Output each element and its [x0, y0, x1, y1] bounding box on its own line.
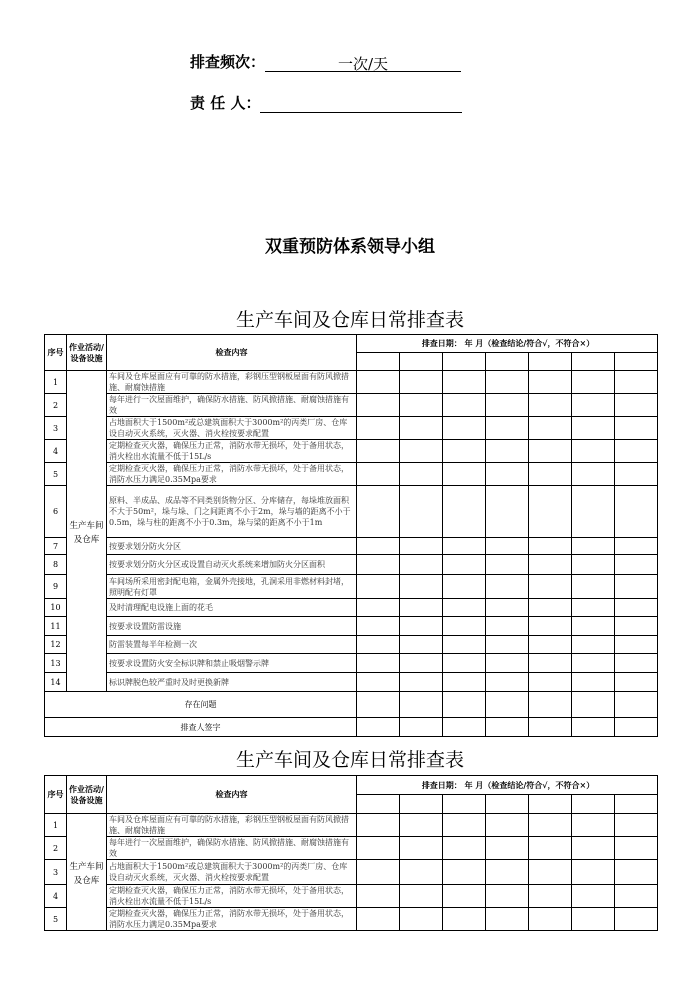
- check-cell[interactable]: [615, 654, 658, 673]
- check-cell[interactable]: [529, 555, 572, 575]
- check-cell[interactable]: [486, 575, 529, 599]
- table-row: [45, 673, 658, 692]
- col-header-area: 作业活动/设备设施: [67, 335, 107, 371]
- inspection-item: 每年进行一次屋面维护，确保防水措施、防风掀措施、耐腐蚀措施有效: [107, 837, 357, 860]
- check-column-header: [486, 353, 529, 371]
- check-cell[interactable]: [486, 814, 529, 837]
- check-cell[interactable]: [357, 673, 400, 692]
- check-cell[interactable]: [572, 837, 615, 860]
- check-cell[interactable]: [529, 692, 572, 718]
- row-number: 5: [45, 463, 67, 486]
- check-cell[interactable]: [400, 617, 443, 636]
- check-cell[interactable]: [443, 885, 486, 908]
- check-cell[interactable]: [572, 673, 615, 692]
- check-cell[interactable]: [443, 575, 486, 599]
- check-cell[interactable]: [400, 394, 443, 417]
- responsible-person-label: 责 任 人：: [190, 94, 261, 112]
- check-cell[interactable]: [400, 636, 443, 654]
- check-cell[interactable]: [400, 555, 443, 575]
- check-cell[interactable]: [357, 908, 400, 931]
- check-cell[interactable]: [443, 692, 486, 718]
- check-cell[interactable]: [572, 394, 615, 417]
- check-cell[interactable]: [443, 908, 486, 931]
- check-cell[interactable]: [443, 636, 486, 654]
- check-cell[interactable]: [486, 440, 529, 463]
- inspection-item: 原料、半成品、成品等不同类别货物分区、分库储存，每垛堆放面积不大于50m²，垛与垛、门之间距离不小于2m，垛与墙的距离不小于0.5m，垛与柱的距离不小于0.3m，垛与梁的距离不小于1m: [107, 486, 357, 538]
- check-cell[interactable]: [400, 486, 443, 538]
- check-cell[interactable]: [486, 885, 529, 908]
- check-cell[interactable]: [486, 617, 529, 636]
- check-cell[interactable]: [572, 860, 615, 885]
- col-header-content: 检查内容: [107, 776, 357, 814]
- table-row: [45, 417, 658, 440]
- check-cell[interactable]: [529, 440, 572, 463]
- check-cell[interactable]: [572, 463, 615, 486]
- check-cell[interactable]: [615, 538, 658, 555]
- date-header: 排查日期： 年 月（检查结论/符合√，不符合×）: [357, 776, 658, 795]
- row-number: 4: [45, 885, 67, 908]
- table-row: [45, 885, 658, 908]
- check-column-header: [529, 795, 572, 814]
- check-column-header: [443, 353, 486, 371]
- check-cell[interactable]: [615, 908, 658, 931]
- check-cell[interactable]: [443, 617, 486, 636]
- check-cell[interactable]: [529, 885, 572, 908]
- check-cell[interactable]: [615, 617, 658, 636]
- frequency-value: 一次/天: [265, 53, 461, 72]
- check-cell[interactable]: [443, 440, 486, 463]
- signature-row-label: 排查人签字: [45, 718, 357, 737]
- inspection-item: 占地面积大于1500m²或总建筑面积大于3000m²的丙类厂房、仓库设自动灭火系统，灭火器、消火栓按要求配置: [107, 417, 357, 440]
- check-cell[interactable]: [443, 538, 486, 555]
- check-cell[interactable]: [529, 837, 572, 860]
- check-cell[interactable]: [486, 654, 529, 673]
- row-number: 7: [45, 538, 67, 555]
- inspection-item: 按要求设置防雷设施: [107, 617, 357, 636]
- check-cell[interactable]: [486, 692, 529, 718]
- check-cell[interactable]: [357, 417, 400, 440]
- table-row: [45, 814, 658, 837]
- col-header-area: 作业活动/设备设施: [67, 776, 107, 814]
- row-number: 6: [45, 486, 67, 538]
- check-cell[interactable]: [486, 673, 529, 692]
- check-cell[interactable]: [529, 394, 572, 417]
- check-cell[interactable]: [529, 575, 572, 599]
- check-column-header: [400, 353, 443, 371]
- row-number: 2: [45, 394, 67, 417]
- check-cell[interactable]: [443, 837, 486, 860]
- signature-row: [45, 718, 658, 737]
- table-2-title: 生产车间及仓库日常排查表: [235, 749, 464, 771]
- check-cell[interactable]: [529, 538, 572, 555]
- date-header: 排查日期： 年 月（检查结论/符合√，不符合×）: [357, 335, 658, 353]
- check-cell[interactable]: [400, 371, 443, 394]
- check-column-header: [443, 795, 486, 814]
- check-cell[interactable]: [529, 673, 572, 692]
- check-cell[interactable]: [357, 371, 400, 394]
- inspection-item: 占地面积大于1500m²或总建筑面积大于3000m²的丙类厂房、仓库设自动灭火系统，灭火器、消火栓按要求配置: [107, 860, 357, 885]
- inspection-item: 防雷装置每半年检测一次: [107, 636, 357, 654]
- table-row: [45, 538, 658, 555]
- row-number: 4: [45, 440, 67, 463]
- check-cell[interactable]: [486, 417, 529, 440]
- check-cell[interactable]: [615, 860, 658, 885]
- check-cell[interactable]: [572, 636, 615, 654]
- check-cell[interactable]: [529, 599, 572, 617]
- inspection-item: 车间及仓库屋面应有可靠的防水措施，彩钢压型钢板屋面有防风掀措施、耐腐蚀措施: [107, 371, 357, 394]
- check-column-header: [357, 795, 400, 814]
- check-cell[interactable]: [572, 654, 615, 673]
- check-column-header: [486, 795, 529, 814]
- row-number: 14: [45, 673, 67, 692]
- table-row: [45, 636, 658, 654]
- issues-row: [45, 692, 658, 718]
- check-cell[interactable]: [486, 599, 529, 617]
- inspection-item: 每年进行一次屋面维护，确保防水措施、防风掀措施、耐腐蚀措施有效: [107, 394, 357, 417]
- check-cell[interactable]: [615, 599, 658, 617]
- check-cell[interactable]: [357, 814, 400, 837]
- check-cell[interactable]: [400, 908, 443, 931]
- check-cell[interactable]: [400, 575, 443, 599]
- check-cell[interactable]: [400, 673, 443, 692]
- header-row: [45, 335, 658, 353]
- table-row: [45, 654, 658, 673]
- check-cell[interactable]: [572, 885, 615, 908]
- frequency-field: [190, 51, 461, 72]
- check-cell[interactable]: [400, 837, 443, 860]
- check-cell[interactable]: [357, 860, 400, 885]
- check-cell[interactable]: [572, 599, 615, 617]
- check-cell[interactable]: [572, 814, 615, 837]
- group-title: 双重预防体系领导小组: [265, 237, 435, 257]
- issues-row-label: 存在问题: [45, 692, 357, 718]
- check-cell[interactable]: [529, 908, 572, 931]
- check-cell[interactable]: [615, 575, 658, 599]
- check-cell[interactable]: [357, 837, 400, 860]
- table-row: [45, 617, 658, 636]
- check-cell[interactable]: [572, 538, 615, 555]
- check-cell[interactable]: [615, 371, 658, 394]
- check-cell[interactable]: [529, 636, 572, 654]
- check-cell[interactable]: [572, 692, 615, 718]
- check-cell[interactable]: [486, 394, 529, 417]
- check-column-header: [615, 353, 658, 371]
- check-cell[interactable]: [572, 371, 615, 394]
- check-cell[interactable]: [357, 538, 400, 555]
- check-cell[interactable]: [572, 417, 615, 440]
- row-number: 12: [45, 636, 67, 654]
- table-row: [45, 575, 658, 599]
- check-cell[interactable]: [615, 636, 658, 654]
- check-cell[interactable]: [529, 417, 572, 440]
- check-cell[interactable]: [529, 654, 572, 673]
- check-cell[interactable]: [357, 394, 400, 417]
- check-column-header: [572, 795, 615, 814]
- area-cell: 生产车间及仓库: [67, 814, 107, 931]
- check-cell[interactable]: [400, 718, 443, 737]
- check-cell[interactable]: [357, 575, 400, 599]
- check-cell[interactable]: [357, 692, 400, 718]
- inspection-item: 定期检查灭火器，确保压力正常，消防水带无损坏，处于备用状态，消防水压力满足0.35Mpa要求: [107, 908, 357, 931]
- row-number: 1: [45, 814, 67, 837]
- check-cell[interactable]: [615, 463, 658, 486]
- check-cell[interactable]: [572, 486, 615, 538]
- check-cell[interactable]: [615, 673, 658, 692]
- check-cell[interactable]: [486, 486, 529, 538]
- check-cell[interactable]: [400, 814, 443, 837]
- table-row: [45, 860, 658, 885]
- row-number: 3: [45, 417, 67, 440]
- row-number: 5: [45, 908, 67, 931]
- table-1-title: 生产车间及仓库日常排查表: [235, 309, 464, 331]
- check-cell[interactable]: [443, 654, 486, 673]
- check-cell[interactable]: [443, 814, 486, 837]
- check-cell[interactable]: [615, 885, 658, 908]
- check-cell[interactable]: [400, 860, 443, 885]
- check-cell[interactable]: [443, 394, 486, 417]
- check-cell[interactable]: [400, 538, 443, 555]
- header-row: [45, 776, 658, 795]
- check-cell[interactable]: [615, 814, 658, 837]
- check-cell[interactable]: [572, 555, 615, 575]
- check-cell[interactable]: [486, 718, 529, 737]
- check-cell[interactable]: [400, 599, 443, 617]
- inspection-item: 按要求划分防火分区或设置自动灭火系统来增加防火分区面积: [107, 555, 357, 575]
- inspection-item: 定期检查灭火器，确保压力正常，消防水带无损坏，处于备用状态，消防水压力满足0.35Mpa要求: [107, 463, 357, 486]
- check-cell[interactable]: [615, 394, 658, 417]
- inspection-item: 定期检查灭火器，确保压力正常，消防水带无损坏，处于备用状态，消火栓出水流量不低于15L/s: [107, 440, 357, 463]
- col-header-no: 序号: [45, 335, 67, 371]
- check-cell[interactable]: [357, 885, 400, 908]
- check-cell[interactable]: [357, 636, 400, 654]
- row-number: 2: [45, 837, 67, 860]
- check-cell[interactable]: [443, 371, 486, 394]
- check-cell[interactable]: [357, 599, 400, 617]
- table-row: [45, 837, 658, 860]
- check-cell[interactable]: [400, 692, 443, 718]
- check-cell[interactable]: [572, 440, 615, 463]
- inspection-table-1: [44, 334, 658, 737]
- table-row: [45, 599, 658, 617]
- row-number: 1: [45, 371, 67, 394]
- check-cell[interactable]: [572, 617, 615, 636]
- check-cell[interactable]: [443, 860, 486, 885]
- check-column-header: [400, 795, 443, 814]
- row-number: 11: [45, 617, 67, 636]
- check-cell[interactable]: [615, 555, 658, 575]
- responsible-person-field: [190, 92, 462, 113]
- check-cell[interactable]: [615, 417, 658, 440]
- table-row: [45, 908, 658, 931]
- check-cell[interactable]: [615, 718, 658, 737]
- check-cell[interactable]: [529, 814, 572, 837]
- check-cell[interactable]: [486, 837, 529, 860]
- inspection-item: 按要求设置防火安全标识牌和禁止吸烟警示牌: [107, 654, 357, 673]
- row-number: 9: [45, 575, 67, 599]
- check-cell[interactable]: [443, 599, 486, 617]
- check-column-header: [615, 795, 658, 814]
- check-cell[interactable]: [400, 440, 443, 463]
- table-row: [45, 394, 658, 417]
- check-cell[interactable]: [529, 718, 572, 737]
- table-row: [45, 555, 658, 575]
- table-row: [45, 463, 658, 486]
- check-cell[interactable]: [357, 718, 400, 737]
- check-cell[interactable]: [443, 463, 486, 486]
- check-cell[interactable]: [615, 837, 658, 860]
- check-cell[interactable]: [357, 463, 400, 486]
- check-cell[interactable]: [443, 718, 486, 737]
- row-number: 8: [45, 555, 67, 575]
- check-cell[interactable]: [357, 440, 400, 463]
- check-cell[interactable]: [357, 654, 400, 673]
- col-header-content: 检查内容: [107, 335, 357, 371]
- col-header-no: 序号: [45, 776, 67, 814]
- inspection-item: 车间场所采用密封配电箱，金属外壳接地，孔洞采用非燃材料封堵，照明配有灯罩: [107, 575, 357, 599]
- table-row: [45, 371, 658, 394]
- check-cell[interactable]: [615, 486, 658, 538]
- check-cell[interactable]: [400, 463, 443, 486]
- check-cell[interactable]: [400, 885, 443, 908]
- check-cell[interactable]: [529, 371, 572, 394]
- check-cell[interactable]: [400, 417, 443, 440]
- check-cell[interactable]: [443, 555, 486, 575]
- check-cell[interactable]: [443, 486, 486, 538]
- check-cell[interactable]: [486, 371, 529, 394]
- check-cell[interactable]: [486, 463, 529, 486]
- check-cell[interactable]: [400, 654, 443, 673]
- check-cell[interactable]: [529, 486, 572, 538]
- check-cell[interactable]: [486, 555, 529, 575]
- table-row: [45, 486, 658, 538]
- inspection-item: 按要求划分防火分区: [107, 538, 357, 555]
- check-column-header: [529, 353, 572, 371]
- check-cell[interactable]: [529, 860, 572, 885]
- inspection-table-2: [44, 775, 658, 931]
- frequency-label: 排查频次：: [190, 53, 266, 71]
- check-cell[interactable]: [486, 538, 529, 555]
- inspection-item: 标识牌脱色较严重时及时更换新牌: [107, 673, 357, 692]
- row-number: 3: [45, 860, 67, 885]
- check-cell[interactable]: [486, 908, 529, 931]
- check-column-header: [357, 353, 400, 371]
- row-number: 13: [45, 654, 67, 673]
- check-cell[interactable]: [529, 463, 572, 486]
- check-cell[interactable]: [443, 673, 486, 692]
- check-cell[interactable]: [572, 575, 615, 599]
- check-cell[interactable]: [615, 440, 658, 463]
- table-row: [45, 440, 658, 463]
- check-cell[interactable]: [357, 555, 400, 575]
- check-cell[interactable]: [572, 718, 615, 737]
- check-cell[interactable]: [357, 617, 400, 636]
- check-cell[interactable]: [529, 617, 572, 636]
- check-cell[interactable]: [572, 908, 615, 931]
- check-column-header: [572, 353, 615, 371]
- area-cell: 生产车间及仓库: [67, 371, 107, 692]
- check-cell[interactable]: [615, 692, 658, 718]
- responsible-person-value: [260, 94, 462, 113]
- inspection-item: 及时清理配电设施上面的花毛: [107, 599, 357, 617]
- check-cell[interactable]: [486, 636, 529, 654]
- check-cell[interactable]: [357, 486, 400, 538]
- check-cell[interactable]: [486, 860, 529, 885]
- check-cell[interactable]: [443, 417, 486, 440]
- row-number: 10: [45, 599, 67, 617]
- inspection-item: 车间及仓库屋面应有可靠的防水措施，彩钢压型钢板屋面有防风掀措施、耐腐蚀措施: [107, 814, 357, 837]
- inspection-item: 定期检查灭火器，确保压力正常，消防水带无损坏，处于备用状态，消火栓出水流量不低于15L/s: [107, 885, 357, 908]
